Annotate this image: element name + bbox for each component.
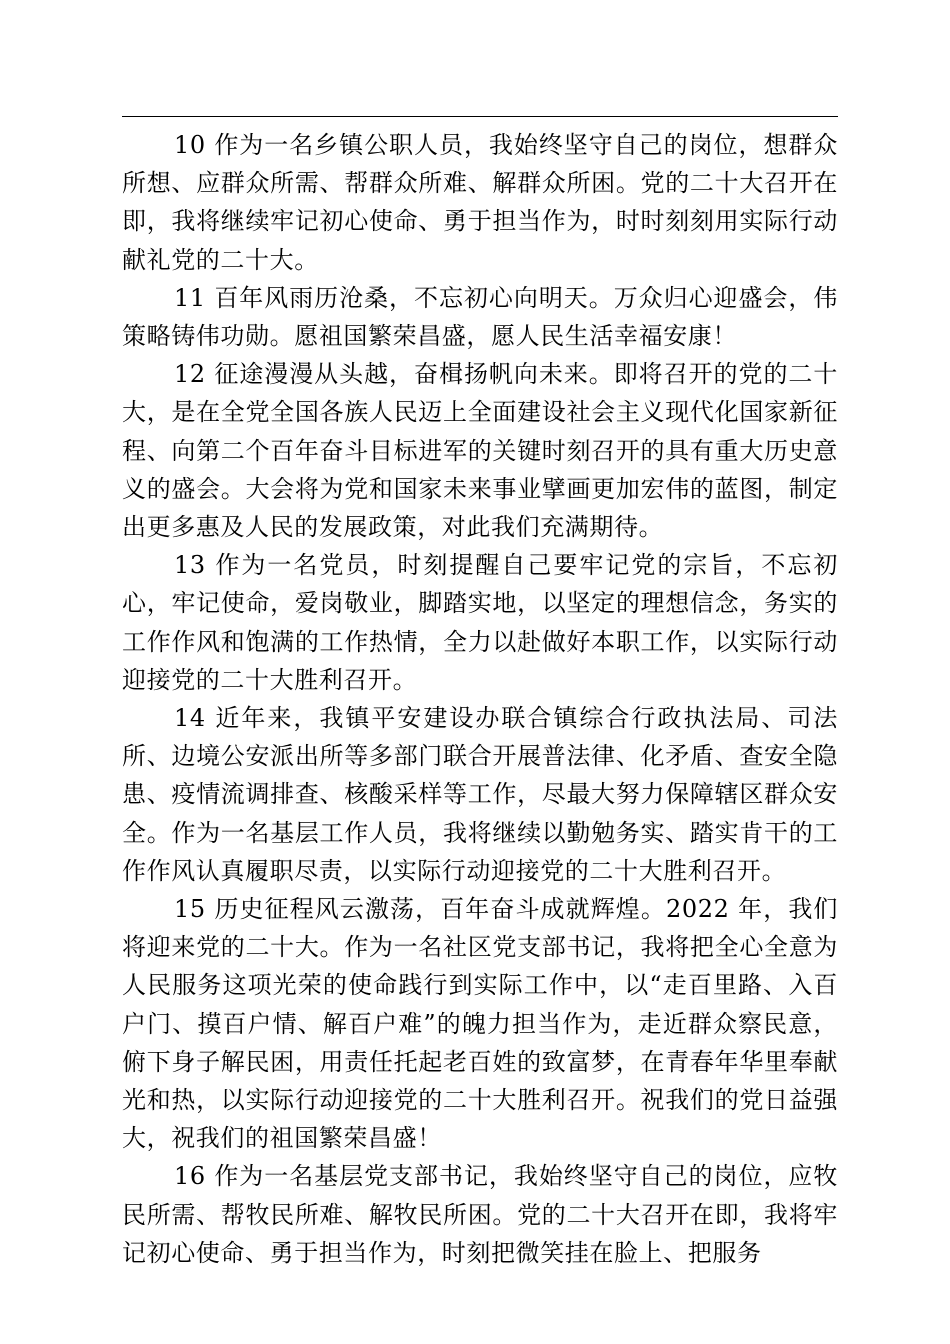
paragraph-12: 12 征途漫漫从头越，奋楫扬帆向未来。即将召开的党的二十大，是在全党全国各族人民迈上全面建设社会主义现代化国家新征程、向第二个百年奋斗目标进军的关键时刻召开的具有重大历史意义的盛会。大会将为党和国家未来事业擘画更加宏伟的蓝图，制定出更多惠及人民的发展政策，对此我们充满期待。 — [122, 360, 838, 542]
paragraph-15: 15 历史征程风云激荡，百年奋斗成就辉煌。2022 年，我们将迎来党的二十大。作为一名社区党支部书记，我将把全心全意为人民服务这项光荣的使命践行到实际工作中，以“走百里路、入百户门、摸百户情、解百户难”的魄力担当作为，走近群众察民意，俯下身子解民困，用责任托起老百姓的致富梦，在青春年华里奉献光和热，以实际行动迎接党的二十大胜利召开。祝我们的党日益强大，祝我们的祖国繁荣昌盛！ — [122, 895, 838, 1153]
paragraph-10: 10 作为一名乡镇公职人员，我始终坚守自己的岗位，想群众所想、应群众所需、帮群众所难、解群众所困。党的二十大召开在即，我将继续牢记初心使命、勇于担当作为，时时刻刻用实际行动献礼党的二十大。 — [122, 131, 838, 274]
document-body — [122, 126, 838, 1272]
paragraph-13: 13 作为一名党员，时刻提醒自己要牢记党的宗旨，不忘初心，牢记使命，爱岗敬业，脚踏实地，以坚定的理想信念，务实的工作作风和饱满的工作热情，全力以赴做好本职工作，以实际行动迎接党的二十大胜利召开。 — [122, 551, 838, 694]
paragraph-14: 14 近年来，我镇平安建设办联合镇综合行政执法局、司法所、边境公安派出所等多部门联合开展普法律、化矛盾、查安全隐患、疫情流调排查、核酸采样等工作，尽最大努力保障辖区群众安全。作为一名基层工作人员，我将继续以勤勉务实、踏实肯干的工作作风认真履职尽责，以实际行动迎接党的二十大胜利召开。 — [122, 704, 838, 885]
paragraph-16: 16 作为一名基层党支部书记，我始终坚守自己的岗位，应牧民所需、帮牧民所难、解牧民所困。党的二十大召开在即，我将牢记初心使命、勇于担当作为，时刻把微笑挂在脸上、把服务 — [122, 1162, 838, 1267]
paragraph-11: 11 百年风雨历沧桑，不忘初心向明天。万众归心迎盛会，伟策略铸伟功勋。愿祖国繁荣昌盛，愿人民生活幸福安康！ — [122, 283, 838, 351]
header-rule — [122, 116, 838, 117]
